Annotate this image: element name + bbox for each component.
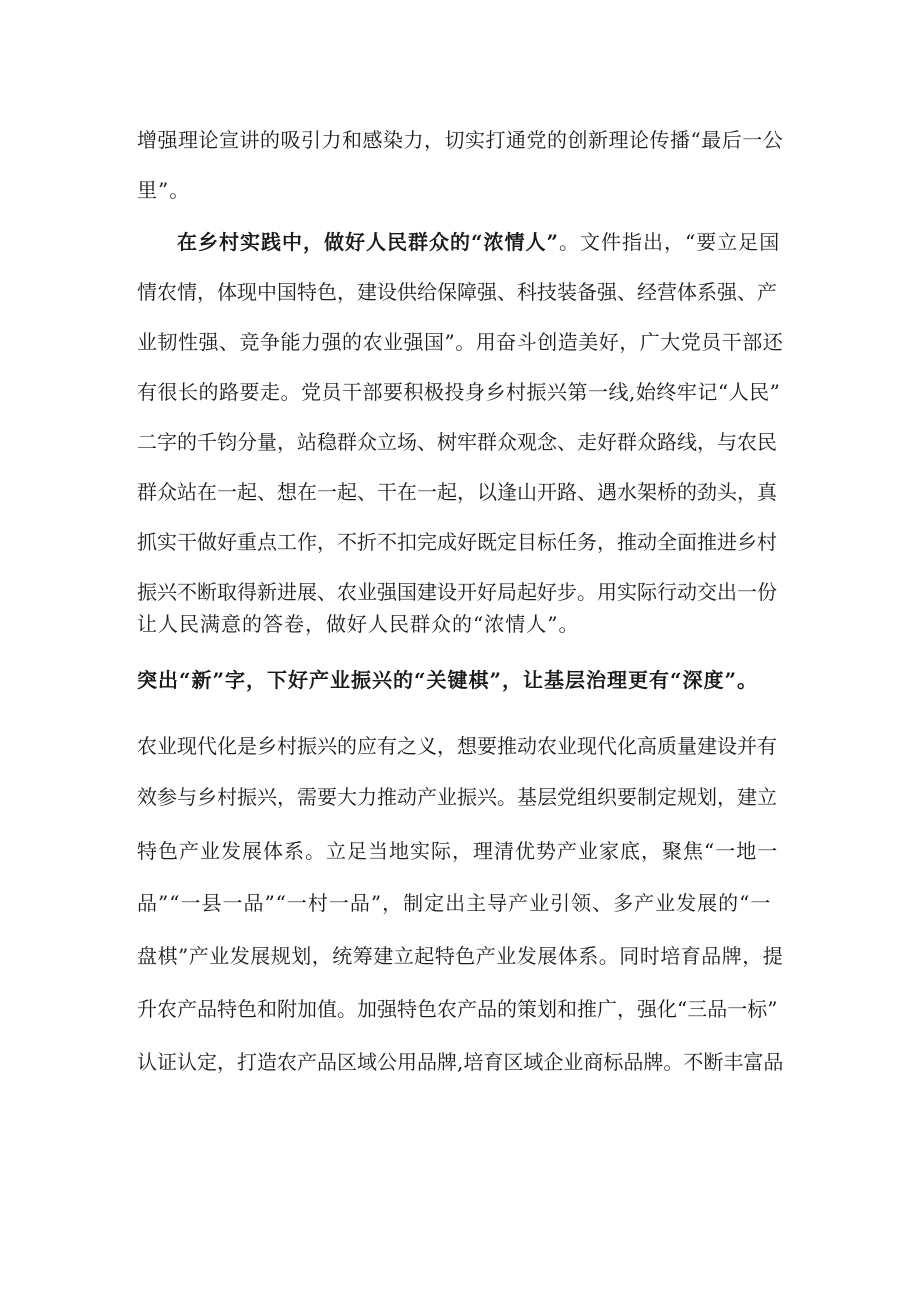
text-line: 盘棋”产业发展规划，统筹建立起特色产业发展体系。同时培育品牌，提 [137,944,784,968]
text-line: 里”。 [137,178,191,202]
text-line: 增强理论宣讲的吸引力和感染力，切实打通党的创新理论传播“最后一公 [137,128,784,152]
paragraph-first-line [177,229,780,255]
text-line: 情农情，体现中国特色，建设供给保障强、科技装备强、经营体系强、产 [137,280,777,304]
text-line: 有很长的路要走。党员干部要积极投身乡村振兴第一线,始终牢记“人民” [137,380,781,404]
text-line: 特色产业发展体系。立足当地实际，理清优势产业家底，聚焦“一地一 [137,839,779,863]
text-line: 振兴不断取得新进展、农业强国建设开好局起好步。用实际行动交出一份 [137,580,777,604]
text-line: 品”“一县一品”“一村一品”，制定出主导产业引领、多产业发展的“一 [137,891,772,915]
text-line: 群众站在一起、想在一起、干在一起，以逢山开路、遇水架桥的劲头，真 [137,480,777,504]
text-span: 。文件指出，“要立足国 [559,230,781,254]
text-line: 认证认定，打造农产品区域公用品牌,培育区域企业商标品牌。不断丰富品 [137,1050,784,1074]
text-line: 业韧性强、竞争能力强的农业强国”。用奋斗创造美好，广大党员干部还 [137,330,784,354]
text-line: 抓实干做好重点工作，不折不扣完成好既定目标任务，推动全面推进乡村 [137,530,777,554]
text-line: 升农产品特色和附加值。加强特色农产品的策划和推广，强化“三品一标” [137,997,778,1021]
text-line: 农业现代化是乡村振兴的应有之义，想要推动农业现代化高质量建设并有 [137,734,777,758]
text-line: 效参与乡村振兴，需要大力推动产业振兴。基层党组织要制定规划，建立 [137,785,777,809]
inline-heading: 在乡村实践中，做好人民群众的“浓情人” [177,230,560,254]
text-line: 二字的千钧分量，站稳群众立场、树牢群众观念、走好群众路线，与农民 [137,430,777,454]
section-heading: 突出“新”字，下好产业振兴的“关键棋”，让基层治理更有“深度”。 [137,668,759,692]
text-line: 让人民满意的答卷，做好人民群众的“浓情人”。 [137,612,580,636]
